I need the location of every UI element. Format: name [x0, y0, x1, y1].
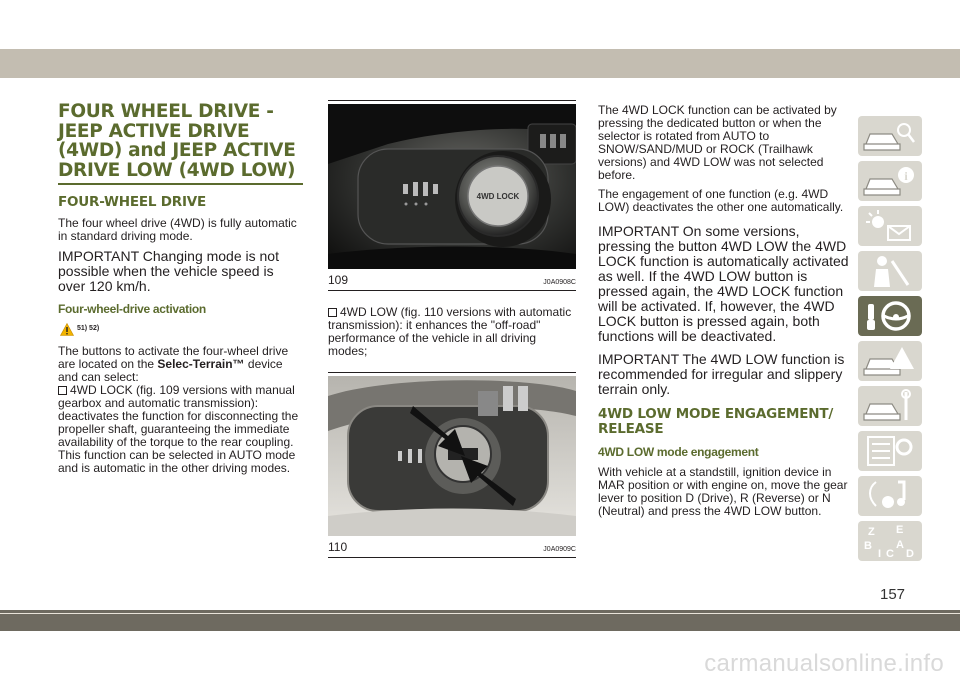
tab-multimedia[interactable] — [858, 476, 922, 516]
warning-refs: 51) 52) — [77, 325, 100, 332]
footer-watermark: carmanualsonline.info — [704, 650, 944, 677]
maintenance-icon — [858, 386, 922, 426]
paragraph-buttons-start: The buttons to activate the four-wheel drive are located on the — [58, 344, 289, 371]
figure-caption-110 — [328, 536, 576, 558]
important-note-terrain: IMPORTANT The 4WD LOW function is recommended for irregular and slippery terrain only. — [598, 351, 845, 397]
checkbox-bullet-icon — [58, 386, 67, 395]
svg-text:B: B — [864, 540, 872, 552]
warning-lights-icon — [858, 206, 922, 246]
subheading-activation: Four-wheel-drive activation — [58, 302, 206, 316]
page-title: FOUR WHEEL DRIVE - JEEP ACTIVE DRIVE (4WD) and JEEP ACTIVE DRIVE LOW (4WD LOW) — [58, 101, 296, 181]
svg-text:i: i — [904, 169, 908, 183]
photo-4wd-low-button — [328, 376, 576, 536]
checkbox-bullet-icon — [328, 308, 337, 317]
tab-technical-data[interactable] — [858, 431, 922, 471]
svg-text:A: A — [896, 539, 904, 551]
important-note-speed: IMPORTANT Changing mode is not possible when the vehicle speed is over 120 km/h. — [58, 248, 279, 294]
important-note-4wd-low: IMPORTANT On some versions, pressing the button 4WD LOW the 4WD LOCK function is automatically activated as well. If the 4WD LOW button is pressed again, the 4WD LOCK function will be activated. If, however, the 4WD LOCK button is pressed again, both functions will be deactivated. — [598, 223, 849, 344]
photo-4wd-lock-button — [328, 104, 576, 269]
figure-code: J0A0909C — [543, 546, 576, 553]
tab-safety[interactable] — [858, 251, 922, 291]
figure-109 — [328, 100, 576, 291]
paragraph-buttons — [58, 345, 303, 475]
svg-text:E: E — [896, 524, 904, 536]
tab-warning-lights[interactable] — [858, 206, 922, 246]
column-right — [598, 104, 852, 524]
figure-110 — [328, 372, 576, 558]
tab-maintenance[interactable] — [858, 386, 922, 426]
figure-number: 109 — [328, 273, 349, 287]
top-band — [0, 49, 960, 78]
car-info-icon — [858, 161, 922, 201]
paragraph-4wd-low — [328, 306, 576, 358]
figure-top-rule — [328, 372, 576, 373]
bullet-4wd-lock: 4WD LOCK (fig. 109 versions with manual gearbox and automatic transmission): deactivates the function for disconnecting the propeller shaft, guaranteeing the immediate availability of the torque to the rear coupling. This function can be selected in AUTO mode and is automatic in the other driving modes. — [58, 383, 299, 475]
paragraph-engagement: The engagement of one function (e.g. 4WD LOW) deactivates the other one automatically. — [598, 187, 844, 214]
tab-index[interactable] — [858, 521, 922, 561]
technical-data-icon — [858, 431, 922, 471]
page-number: 157 — [880, 586, 906, 603]
figure-caption-109 — [328, 269, 576, 291]
subheading-engagement: 4WD LOW mode engagement — [598, 445, 759, 459]
column-left — [58, 100, 303, 481]
title-rule — [58, 183, 303, 185]
svg-text:D: D — [906, 548, 914, 560]
selec-terrain-label: Selec-Terrain™ — [157, 357, 245, 371]
safety-icon — [858, 251, 922, 291]
svg-text:I: I — [878, 548, 882, 560]
warning-reference — [60, 323, 303, 336]
figure-code: J0A0908C — [543, 279, 576, 286]
bottom-band-line — [0, 613, 960, 614]
tab-car-info[interactable] — [858, 161, 922, 201]
figure-number: 110 — [328, 540, 348, 554]
knob-label: 4WD LOCK — [476, 192, 520, 201]
paragraph-standard-mode: The four wheel drive (4WD) is fully automatic in standard driving mode. — [58, 216, 297, 243]
starting-driving-icon — [858, 296, 922, 336]
emergency-icon — [858, 341, 922, 381]
multimedia-icon — [858, 476, 922, 516]
svg-text:Z: Z — [868, 526, 875, 538]
tab-starting-driving[interactable] — [858, 296, 922, 336]
warning-triangle-icon — [60, 323, 74, 336]
index-icon — [858, 521, 922, 561]
tab-emergency[interactable] — [858, 341, 922, 381]
section-heading-four-wheel-drive: FOUR-WHEEL DRIVE — [58, 194, 207, 210]
column-middle — [328, 100, 576, 558]
tab-car-search[interactable] — [858, 116, 922, 156]
svg-text:C: C — [886, 548, 894, 560]
paragraph-buttons-end: device and can select: — [58, 357, 283, 384]
paragraph-lock-activation: The 4WD LOCK function can be activated by pressing the dedicated button or when the selector is rotated from AUTO to SNOW/SAND/MUD or ROCK (Trailhawk versions) and 4WD LOW was not selected before. — [598, 103, 837, 182]
section-heading-4wd-low: 4WD LOW MODE ENGAGEMENT/ RELEASE — [598, 406, 834, 437]
bullet-4wd-low: 4WD LOW (fig. 110 versions with automatic transmission): it enhances the "off-road" performance of the vehicle in all driving modes; — [328, 305, 572, 358]
chapter-sidebar — [858, 116, 938, 566]
car-search-icon — [858, 116, 922, 156]
figure-top-rule — [328, 100, 576, 101]
paragraph-engagement-steps: With vehicle at a standstill, ignition device in MAR position or with engine on, move the gear lever to position D (Drive), R (Reverse) or N (Neutral) and press the 4WD LOW button. — [598, 465, 848, 518]
